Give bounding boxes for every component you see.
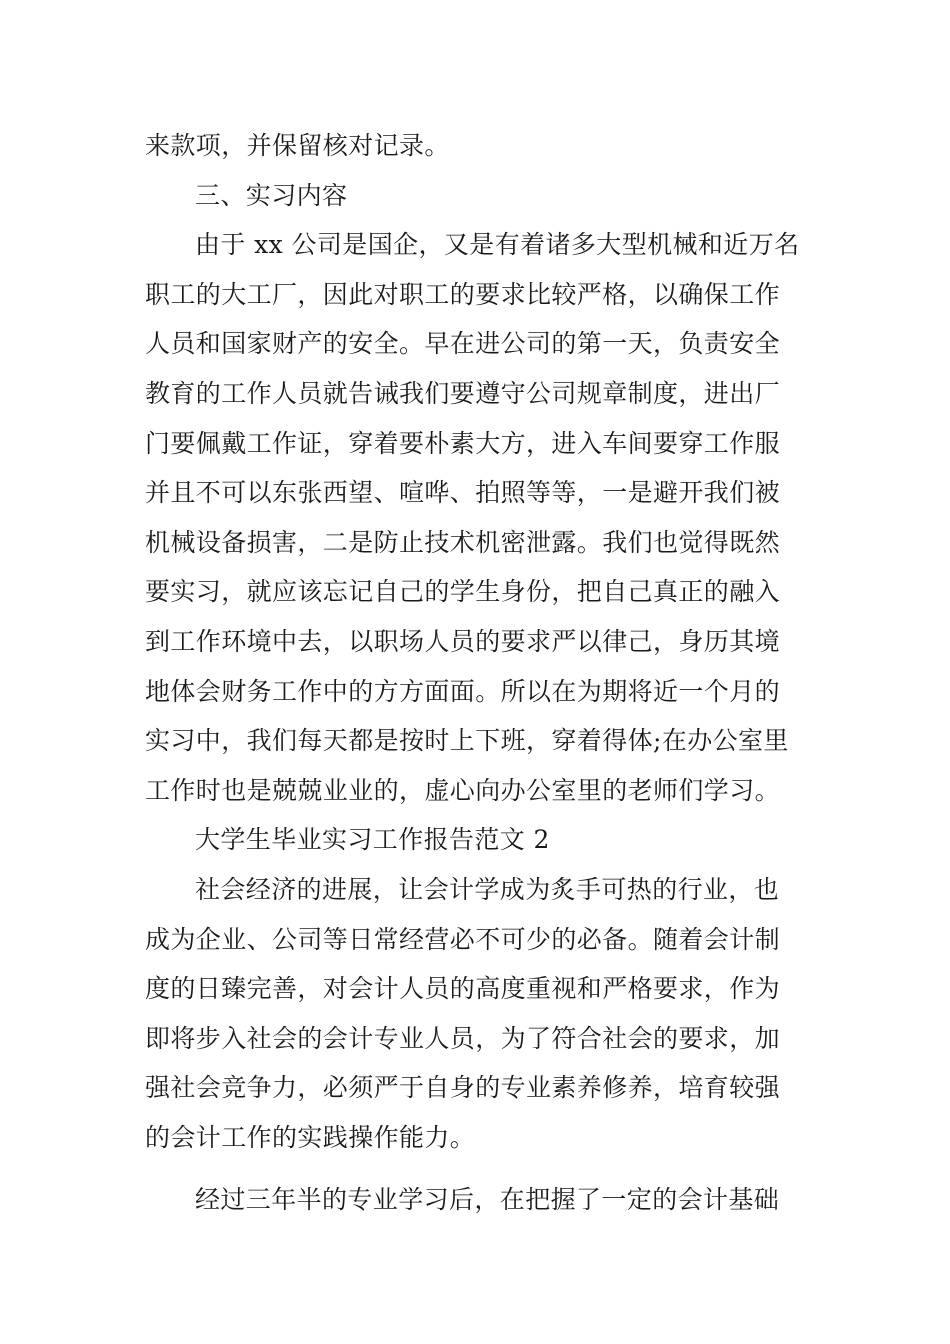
body-line: 机械设备损害，二是防止技术机密泄露。我们也觉得既然: [145, 527, 781, 557]
body-line: 职工的大工厂，因此对职工的要求比较严格，以确保工作: [145, 279, 781, 309]
body-line: 实习中，我们每天都是按时上下班，穿着得体;在办公室里: [145, 726, 789, 756]
body-line: 工作时也是兢兢业业的，虚心向办公室里的老师们学习。: [145, 775, 781, 805]
body-line: 到工作环境中去，以职场人员的要求严以律己，身历其境: [145, 626, 781, 656]
body-line: 的会计工作的实践操作能力。: [145, 1122, 476, 1152]
body-line: 门要佩戴工作证，穿着要朴素大方，进入车间要穿工作服: [145, 428, 781, 458]
body-line: 并且不可以东张西望、喧哗、拍照等等，一是避开我们被: [145, 478, 781, 508]
section-heading: 三、实习内容: [195, 180, 348, 210]
body-line: 来款项，并保留核对记录。: [145, 131, 450, 160]
article-title: 大学生毕业实习工作报告范文 2: [195, 825, 550, 855]
body-line: 要实习，就应该忘记自己的学生身份，把自己真正的融入: [145, 577, 781, 607]
body-line: 成为企业、公司等日常经营必不可少的必备。随着会计制: [145, 924, 781, 954]
body-line: 人员和国家财产的安全。早在进公司的第一天，负责安全: [145, 329, 781, 359]
body-line: 经过三年半的专业学习后，在把握了一定的会计基础: [195, 1185, 780, 1215]
document-page: [145, 121, 807, 1225]
body-line: 社会经济的进展，让会计学成为炙手可热的行业，也: [195, 874, 780, 904]
body-line: 即将步入社会的会计专业人员，为了符合社会的要求，加: [145, 1023, 781, 1053]
paragraph-gap: [145, 1162, 807, 1175]
body-line: 由于 xx 公司是国企，又是有着诸多大型机械和近万名: [195, 230, 800, 260]
body-line: 度的日臻完善，对会计人员的高度重视和严格要求，作为: [145, 974, 781, 1004]
body-line: 地体会财务工作中的方方面面。所以在为期将近一个月的: [145, 676, 781, 706]
body-line: 强社会竞争力，必须严于自身的专业素养修养，培育较强: [145, 1073, 781, 1103]
body-line: 教育的工作人员就告诫我们要遵守公司规章制度，进出厂: [145, 378, 781, 408]
